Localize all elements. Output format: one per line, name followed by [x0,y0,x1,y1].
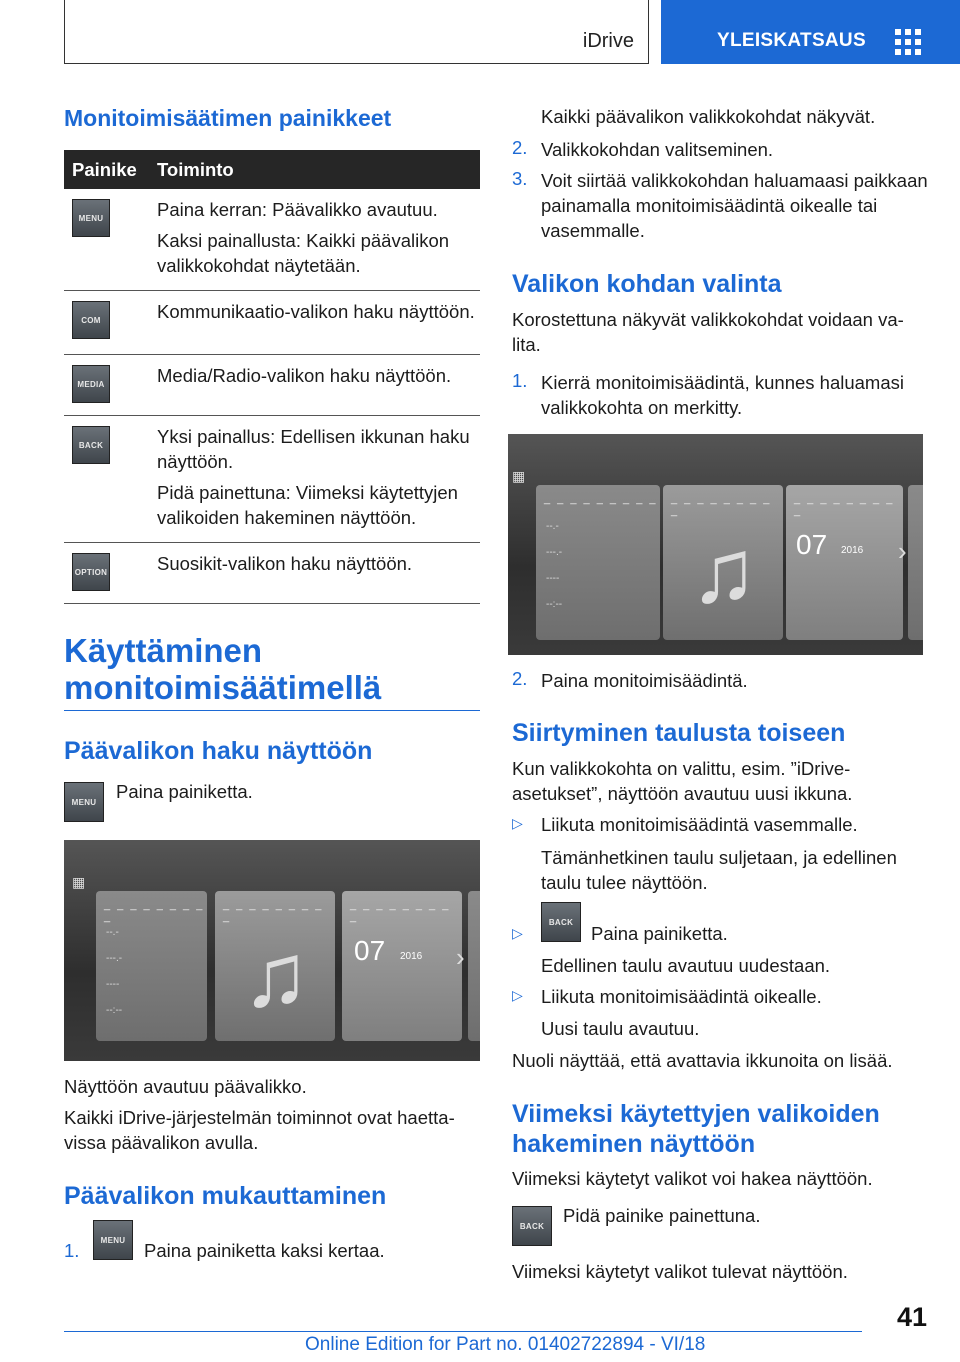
heading-select: Valikon kohdan valinta [512,270,782,298]
step-text: Paina painiketta kaksi kertaa. [144,1240,385,1261]
para-recent2: Viimeksi käytetyt valikot tulevat näyttöön. [512,1261,848,1282]
table-header-button: Painike [64,150,157,189]
com-button-icon: COM [72,301,110,339]
tile-partial [908,485,923,640]
row-text: Yksi painallus: Edellisen ikkunan haku näyttöön. [157,426,470,472]
heading-customize: Päävalikon mukauttaminen [64,1182,387,1210]
step-number: 2. [512,137,528,158]
tile-calendar [786,485,903,640]
table-row [64,416,480,543]
header-section-title: iDrive [582,30,634,52]
para-select: Korostettuna näkyvät valikkokohdat voidaan valita. [512,309,904,355]
bullet-triangle-icon: ▷ [512,815,523,831]
buttons-table [64,150,480,604]
tile-calendar [342,891,462,1041]
header-tab[interactable] [661,0,960,64]
para-all-functions: Kaikki iDrive-järjestelmän toiminnot ovat haettavissa päävalikon avulla. [64,1107,455,1153]
row-text: Suosikit-valikon haku näyttöön. [157,553,413,574]
screen-image-main-menu [64,840,480,1061]
tile-row: --:-- [546,599,563,610]
para-opens: Näyttöön avautuu päävalikko. [64,1076,307,1097]
tile-partial [468,891,480,1041]
back-button-icon: BACK [541,902,581,942]
table-header-function: Toiminto [157,150,480,189]
heading-buttons: Monitoimisäätimen painikkeet [64,105,392,131]
step-text: Kierrä monitoimisäädintä, kunnes haluamasi valikkokohta on merkitty. [541,372,904,418]
tile-label: _ _ _ _ _ _ _ _ _ [671,493,772,517]
bullet-subtext: Uusi taulu avautuu. [541,1018,700,1039]
heading-move: Siirtyminen taulusta toiseen [512,719,846,747]
menu-button-icon: MENU [93,1220,133,1260]
step-text: Paina monitoimisäädintä. [541,670,748,691]
tile-label: _ _ _ _ _ _ _ _ _ [223,899,324,923]
tile-label: _ _ _ _ _ _ _ _ _ [544,493,658,505]
heading-main-menu: Päävalikon haku näyttöön [64,737,373,765]
music-note-icon: ♫ [690,522,758,622]
tile-car [96,891,207,1041]
tile-row: --:-- [106,1005,123,1016]
bullet-text: Liikuta monitoimisäädintä oikealle. [541,986,822,1007]
page-number: 41 [897,1302,928,1332]
row-text: Kaksi painallusta: Kaikki päävalikon valikkokohdat näytetään. [157,230,450,276]
tile-label: _ _ _ _ _ _ _ _ _ [794,493,895,517]
tile-label: _ _ _ _ _ _ _ _ _ [104,899,205,923]
screen-image-select [508,434,923,655]
step-number: 1. [64,1240,80,1261]
heading-recent-line1: Viimeksi käytettyjen valikoiden [512,1100,880,1128]
para-move: Kun valikkokohta on valittu, esim. ”iDrive-asetukset”, näyttöön avautuu uusi ikkuna. [512,758,853,804]
tile-row: ---.- [546,547,563,558]
heading-use-line1: Käyttäminen [64,632,263,669]
tile-row: ---- [546,573,560,584]
row-text: Kommunikaatio-valikon haku näyttöön. [157,301,475,322]
tile-media [663,485,783,640]
table-row [64,291,480,355]
bullet-triangle-icon: ▷ [512,987,523,1003]
menu-button-icon: MENU [72,199,110,237]
bullet-subtext: Tämänhetkinen taulu suljetaan, ja edellinen taulu tulee näyttöön. [541,847,897,893]
hold-button-text: Pidä painike painettuna. [563,1205,761,1226]
table-row [64,189,480,291]
tile-row: ---.- [106,953,123,964]
step-text: Valikkokohdan valitseminen. [541,139,774,160]
press-button-text: Paina painiketta. [116,781,253,802]
para-arrow: Nuoli näyttää, että avattavia ikkunoita on lisää. [512,1050,893,1071]
tile-car [536,485,660,640]
row-text: Paina kerran: Päävalikko avautuu. [157,199,438,220]
calendar-year: 2016 [841,545,864,556]
tile-row: ---- [106,979,120,990]
tile-label: _ _ _ _ _ _ _ _ _ [350,899,451,923]
calendar-day: 07 [796,529,828,560]
calendar-day: 07 [354,935,386,966]
option-button-icon: OPTION [72,553,110,591]
media-button-icon: MEDIA [72,365,110,403]
calendar-year: 2016 [400,951,423,962]
heading-use-line2: monitoimisäätimellä [64,669,382,706]
step-continued: Kaikki päävalikon valikkokohdat näkyvät. [541,106,876,127]
bullet-text: Liikuta monitoimisäädintä vasemmalle. [541,814,858,835]
tile-media [215,891,335,1041]
step-number: 2. [512,668,528,689]
tile-row: --.- [546,521,559,532]
footer-edition: Online Edition for Part no. 01402722894 - VI/18 [305,1334,706,1355]
step-number: 1. [512,370,528,391]
bullet-triangle-icon: ▷ [512,925,523,941]
bullet-text: Paina painiketta. [591,923,728,944]
table-row [64,543,480,604]
row-text: Media/Radio-valikon haku näyttöön. [157,365,452,386]
row-text: Pidä painettuna: Viimeksi käytettyjen valikoiden hakeminen näyttöön. [157,482,458,528]
menu-button-icon: MENU [64,782,104,822]
header-section [64,0,649,64]
table-row [64,355,480,416]
back-button-icon: BACK [512,1206,552,1246]
music-note-icon: ♫ [242,926,310,1026]
divider [64,710,480,711]
chevron-right-icon: › [898,536,907,566]
step-text: Voit siirtää valikkokohdan haluamaasi paikkaan painamalla monitoimisäädintä oikealle tai vasemmalle. [541,170,928,241]
grid-menu-icon: ▦ [512,468,526,484]
grid-menu-icon: ▦ [72,874,86,890]
bullet-subtext: Edellinen taulu avautuu uudestaan. [541,955,831,976]
heading-recent-line2: hakeminen näyttöön [512,1130,756,1158]
grid-icon [895,29,921,55]
chevron-right-icon: › [456,942,465,972]
para-recent: Viimeksi käytetyt valikot voi hakea näyttöön. [512,1168,873,1189]
step-number: 3. [512,168,528,189]
header-tab-label: YLEISKATSAUS [717,30,866,51]
footer-divider [64,1331,862,1332]
tile-row: --.- [106,927,119,938]
back-button-icon: BACK [72,426,110,464]
